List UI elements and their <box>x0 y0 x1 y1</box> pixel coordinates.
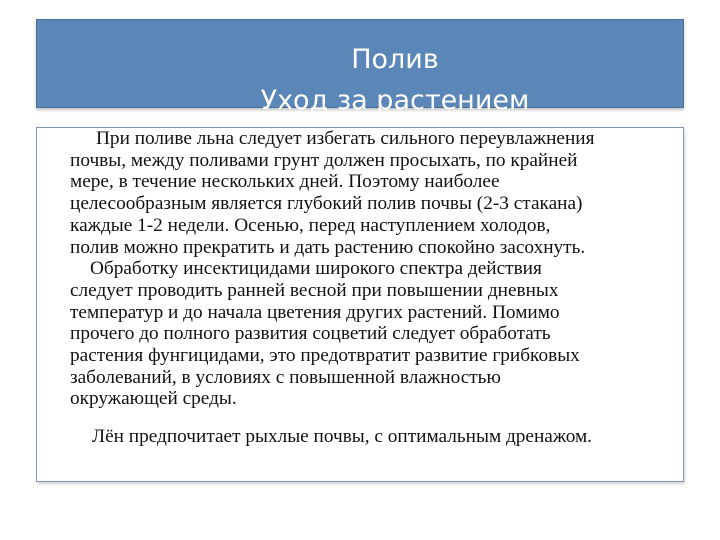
paragraph-1-line: каждые 1-2 недели. Осенью, перед наступлением холодов, <box>70 214 551 236</box>
paragraph-3: Лён предпочитает рыхлые почвы, с оптимальным дренажом. <box>92 426 593 447</box>
paragraph-1-line: почвы, между поливами грунт должен просыхать, по крайней <box>70 149 578 171</box>
paragraph-1-line: полив можно прекратить и дать растению спокойно засохнуть. <box>70 236 586 258</box>
paragraph-2-line: прочего до полного развития соцветий следует обработать <box>70 323 551 345</box>
paragraph-1-line: мере, в течение нескольких дней. Поэтому наиболее <box>70 171 500 193</box>
title-banner <box>36 19 684 108</box>
body-text <box>70 128 680 410</box>
paragraph-2-line: заболеваний, в условиях с повышенной влажностью <box>70 366 501 388</box>
paragraph-2-line: окружающей среды. <box>70 388 237 410</box>
paragraph-2-line: температур и до начала цветения других растений. Помимо <box>70 301 560 323</box>
slide-subtitle: Уход за растением <box>260 85 530 116</box>
content-panel <box>36 127 684 482</box>
slide-title: Полив <box>351 44 439 75</box>
paragraph-2-line: Обработку инсектицидами широкого спектра действия <box>90 258 542 280</box>
paragraph-2-line: следует проводить ранней весной при повышении дневных <box>70 279 559 301</box>
paragraph-1-line: При поливе льна следует избегать сильного переувлажнения <box>96 128 595 149</box>
paragraph-1-line: целесообразным является глубокий полив почвы (2-3 стакана) <box>70 193 583 215</box>
paragraph-2-line: растения фунгицидами, это предотвратит развитие грибковых <box>70 345 580 367</box>
